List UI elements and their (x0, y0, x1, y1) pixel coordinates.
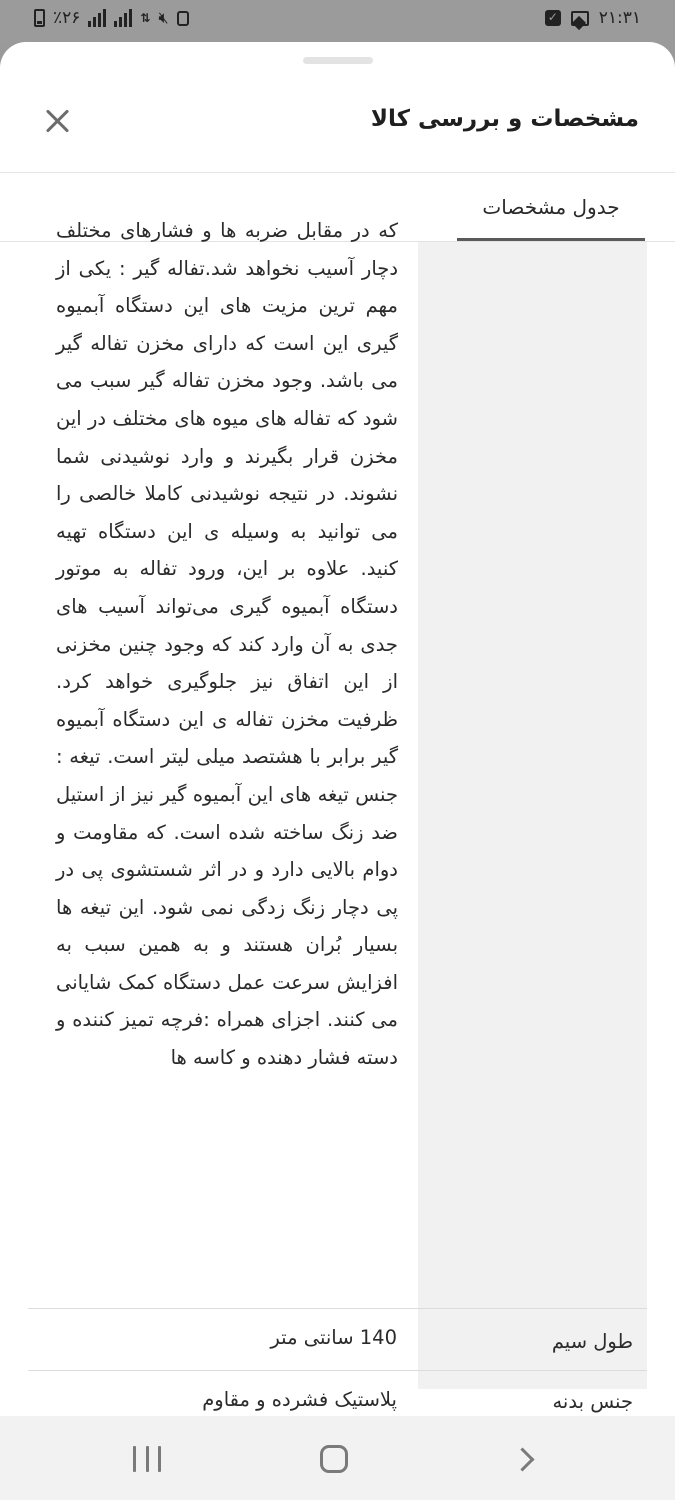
drag-handle[interactable] (303, 57, 373, 64)
status-bar (0, 0, 675, 42)
spec-value: پلاستیک فشرده و مقاوم (202, 1388, 397, 1411)
signal-icon (114, 9, 132, 27)
recents-icon[interactable] (133, 1446, 161, 1472)
tab-specifications[interactable] (457, 173, 645, 241)
clock: ۲۱:۳۱ (598, 8, 641, 28)
spec-value: 140 سانتی متر (270, 1326, 397, 1349)
spec-table (28, 219, 647, 1413)
gallery-notification-icon (571, 11, 589, 26)
row-divider (28, 1308, 647, 1309)
bottom-sheet (0, 42, 675, 1416)
status-bar-right (545, 8, 641, 28)
back-icon[interactable] (512, 1446, 538, 1472)
signal-icon (88, 9, 106, 27)
status-bar-left (34, 8, 189, 28)
alarm-icon (177, 11, 189, 26)
product-description: که در مقابل ضربه ها و فشارهای مختلف دچار آسیب نخواهد شد.تفاله گیر : یکی از مهم ترین مزیت های این دستگاه آبمیوه گیری این است که دارای مخزن تفاله گیر می باشد. وجود مخزن تفاله گیر سبب می شود که تفاله های میوه های مختلف در این مخزن قرار بگیرند و وارد نوشیدنی شما نشوند. در نتیجه نوشیدنی کاملا خالصی را می توانید به وسیله ی این دستگاه تهیه کنید. علاوه بر این، ورود تفاله به موتور دستگاه آبمیوه گیری می‌تواند آسیب های جدی به آن وارد کند که وجود چنین مخزنی از این اتفاق نیز جلوگیری خواهد کرد. ظرفیت مخزن تفاله ی این دستگاه آبمیوه گیر برابر با هشتصد میلی لیتر است. تیغه : جنس تیغه های این آبمیوه گیر نیز از استیل ضد زنگ ساخته شده است. که مقاومت و دوام بالایی دارد و در اثر شستشوی پی در پی دچار زنگ زدگی نمی شود. این تیغه ها بسیار بُران هستند و به همین سبب به افزایش سرعت عمل دستگاه کمک شایانی می کنند. اجزای همراه :فرچه تمیز کننده و دسته فشار دهنده و کاسه ها (56, 219, 398, 1070)
battery-percent: ٪۲۶ (53, 8, 81, 28)
battery-icon (34, 9, 45, 27)
data-icon: ⇅ (140, 11, 151, 25)
spec-key: جنس بدنه (552, 1390, 633, 1413)
row-divider (28, 1370, 647, 1371)
home-icon[interactable] (320, 1445, 348, 1473)
check-notification-icon (545, 10, 561, 26)
tab-label: جدول مشخصات (482, 195, 620, 219)
sheet-title: مشخصات و بررسی کالا (370, 106, 639, 132)
description-cell (28, 219, 647, 1308)
mute-icon: 🔇︎ (158, 8, 169, 27)
close-icon[interactable] (40, 104, 74, 138)
navigation-bar (0, 1416, 675, 1500)
spec-key: طول سیم (551, 1330, 633, 1353)
